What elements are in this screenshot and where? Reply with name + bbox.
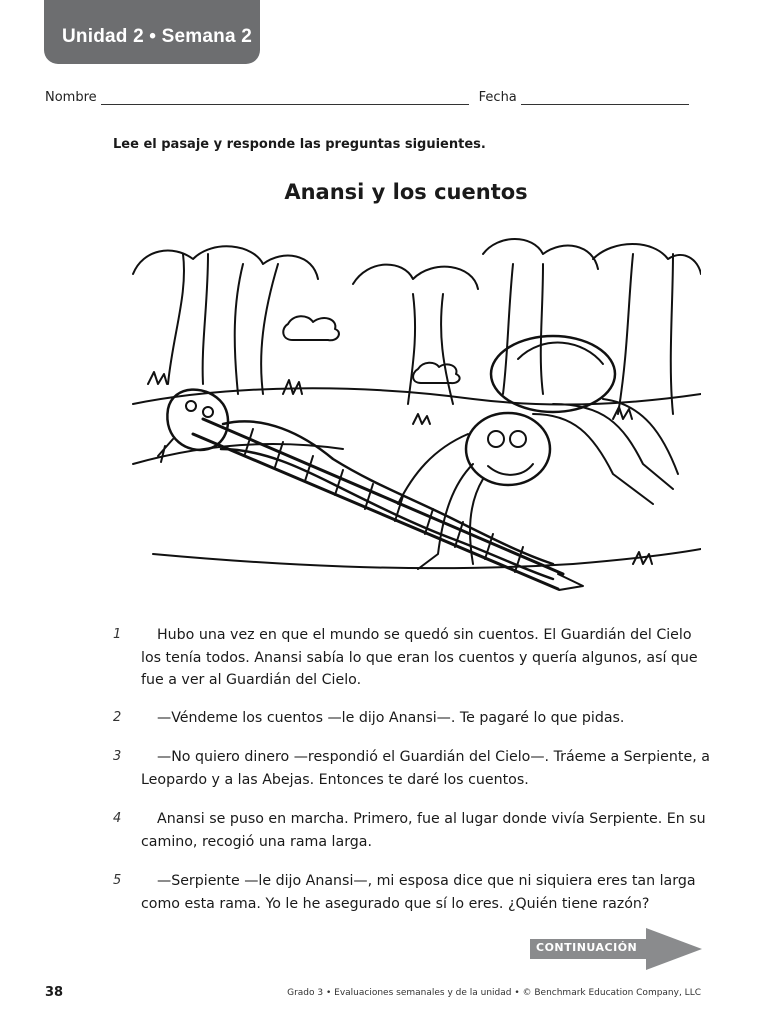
instructions: Lee el pasaje y responde las preguntas siguientes. (113, 137, 486, 152)
paragraph-5 (113, 870, 713, 915)
paragraph-number: 1 (113, 627, 122, 642)
paragraph-3 (113, 746, 713, 791)
passage-title: Anansi y los cuentos (284, 180, 528, 204)
paragraph-text: —Véndeme los cuentos —le dijo Anansi—. Te pagaré lo que pidas. (157, 710, 625, 726)
page-number: 38 (45, 985, 64, 1000)
date-label: Fecha (478, 90, 517, 105)
paragraph-text: —Serpiente —le dijo Anansi—, mi esposa dice que ni siquiera eres tan larga como esta rama. Yo le he asegurado que sí lo eres. ¿Quién tiene razón? (141, 873, 696, 912)
unit-week-label: Unidad 2 • Semana 2 (62, 26, 252, 47)
paragraph-text: Anansi se puso en marcha. Primero, fue al lugar donde vivía Serpiente. En su camino, recogió una rama larga. (141, 811, 706, 850)
anansi-snake-illustration (113, 234, 701, 604)
paragraph-number: 2 (113, 710, 122, 725)
paragraph-4 (113, 808, 713, 853)
paragraph-text: Hubo una vez en que el mundo se quedó sin cuentos. El Guardián del Cielo los tenía todos. Anansi sabía lo que eran los cuentos y quería algunos, así que fue a ver al Guardián del Cielo. (141, 627, 698, 688)
continue-arrow (530, 928, 702, 970)
paragraph-number: 3 (113, 749, 122, 764)
footer-credit: Grado 3 • Evaluaciones semanales y de la unidad • © Benchmark Education Company, LLC (287, 988, 701, 998)
paragraph-1 (113, 624, 713, 692)
paragraph-2 (113, 707, 713, 730)
arrow-right-icon (646, 928, 702, 970)
name-date-line (45, 90, 705, 105)
name-field[interactable] (101, 91, 469, 105)
continue-label: CONTINUACIÓN (536, 941, 638, 954)
paragraph-number: 4 (113, 811, 122, 826)
unit-week-tab (44, 0, 260, 64)
paragraph-text: —No quiero dinero —respondió el Guardián del Cielo—. Tráeme a Serpiente, a Leopardo y a las Abejas. Entonces te daré los cuentos. (141, 749, 710, 788)
date-field[interactable] (521, 91, 689, 105)
name-label: Nombre (45, 90, 97, 105)
paragraph-number: 5 (113, 873, 122, 888)
